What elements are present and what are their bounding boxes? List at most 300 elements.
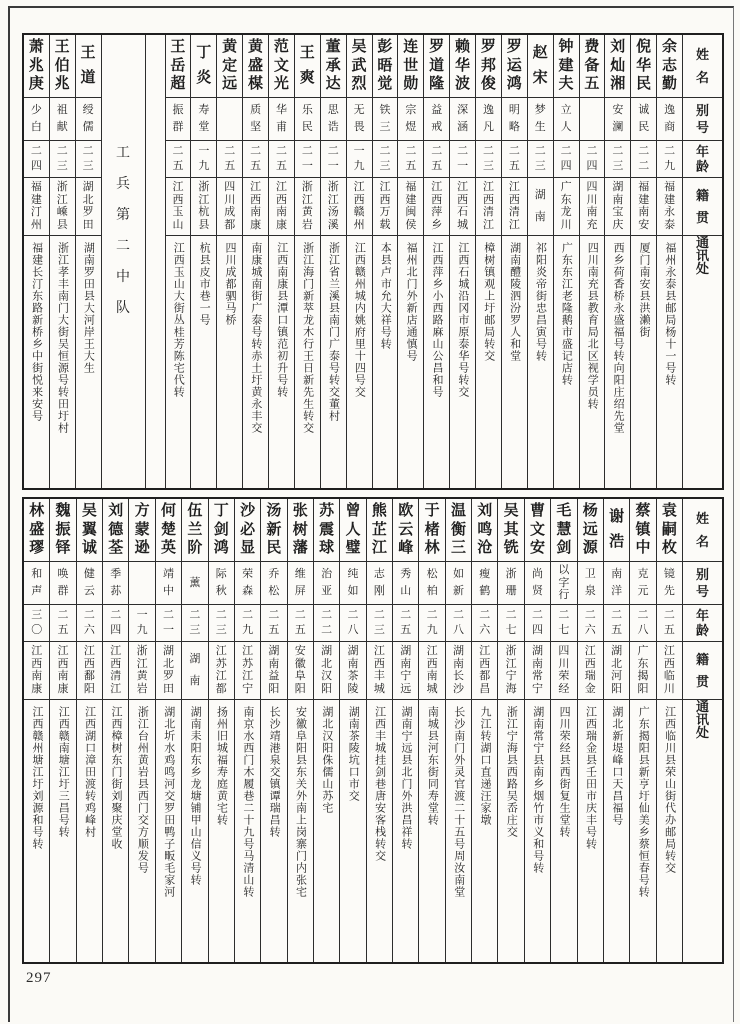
- origin-cell: 湖 南 益 阳: [261, 642, 286, 700]
- alias-cell: 如 新: [446, 562, 471, 605]
- header-name: 姓 名: [683, 35, 722, 98]
- address-text: 本县卢市允大祥号转: [379, 242, 392, 350]
- address-cell: [129, 700, 154, 962]
- age-cell: 二 七: [551, 605, 576, 642]
- address-text: 江西瑞金县壬田市庆丰号转: [584, 706, 597, 850]
- address-cell: [528, 236, 553, 488]
- row-header-column: [682, 499, 722, 962]
- address-text: 湖南宁远县北门外洪昌祥转: [399, 706, 412, 850]
- address-cell: [182, 700, 207, 962]
- alias-cell: 浙 珊: [498, 562, 523, 605]
- header-alias: 别 号: [683, 562, 722, 605]
- origin-cell: 江 西 临 川: [657, 642, 682, 700]
- origin-cell: 福 建 南 安: [631, 178, 656, 236]
- person-column: [313, 499, 339, 962]
- alias-cell: 卫 泉: [578, 562, 603, 605]
- person-column: [216, 35, 242, 488]
- name-cell: 毛 慧 剑: [551, 499, 576, 562]
- page-number: 297: [26, 970, 52, 986]
- origin-cell: 江 西 石 城: [450, 178, 475, 236]
- alias-cell: 健 云: [77, 562, 102, 605]
- address-text: 福建长汀东路新桥乡中街悦来安号: [30, 242, 43, 422]
- alias-cell: 华 甫: [269, 98, 294, 141]
- alias-cell: 以 字 行: [551, 562, 576, 605]
- age-cell: 二 一: [450, 141, 475, 178]
- person-column: [128, 499, 154, 962]
- age-cell: 二 五: [424, 141, 449, 178]
- name-cell: 罗 运 鸿: [502, 35, 527, 98]
- alias-cell: 靖 中: [156, 562, 181, 605]
- age-cell: 二 一: [295, 141, 320, 178]
- alias-cell: 梦 生: [528, 98, 553, 141]
- person-column: [234, 499, 260, 962]
- origin-cell: 四 川 南 充: [580, 178, 605, 236]
- address-cell: [631, 236, 656, 488]
- alias-cell: 逸 凡: [476, 98, 501, 141]
- address-cell: [525, 700, 550, 962]
- origin-cell: 福 建 汀 州: [24, 178, 49, 236]
- person-column: [260, 499, 286, 962]
- alias-cell: 深 涵: [450, 98, 475, 141]
- origin-cell: 湖 南 宁 远: [393, 642, 418, 700]
- address-cell: [243, 236, 268, 488]
- address-text: 樟树镇观上圩邮局转交: [482, 242, 495, 362]
- address-text: 四川成都驷马桥: [223, 242, 236, 326]
- alias-cell: 乔 松: [261, 562, 286, 605]
- origin-cell: 广 东 揭 阳: [630, 642, 655, 700]
- age-cell: 二 五: [398, 141, 423, 178]
- name-cell: 何 楚 英: [156, 499, 181, 562]
- address-cell: [502, 236, 527, 488]
- origin-cell: 湖 南 茶 陵: [340, 642, 365, 700]
- name-cell: 丁 剑 鸿: [209, 499, 234, 562]
- person-column: [577, 499, 603, 962]
- address-text: 江西赣南塘江圩三昌号转: [57, 706, 70, 838]
- address-text: 江西石城沿冈市原泰华号转交: [456, 242, 469, 398]
- name-cell: 杨 远 源: [578, 499, 603, 562]
- age-cell: 二 六: [77, 605, 102, 642]
- address-text: 江西南康县潭口镇范初升号转: [275, 242, 288, 398]
- name-cell: 于 楮 林: [419, 499, 444, 562]
- alias-cell: 唤 群: [50, 562, 75, 605]
- name-cell: 范 文 光: [269, 35, 294, 98]
- address-cell: [217, 236, 242, 488]
- age-cell: 二 一: [321, 141, 346, 178]
- address-text: 四川南充县教育局北区视学员转: [586, 242, 599, 410]
- alias-cell: 志 刚: [367, 562, 392, 605]
- address-text: 江西丰城挂剑巷唐安客栈转交: [373, 706, 386, 862]
- origin-cell: 江 苏 江 都: [209, 642, 234, 700]
- origin-cell: 江 西 萍 乡: [424, 178, 449, 236]
- address-text: 湖南耒阳东乡龙塘铺甲山信义号转: [189, 706, 202, 886]
- person-column: [524, 499, 550, 962]
- origin-cell: 湖 南: [182, 642, 207, 700]
- origin-cell: 浙 江 黄 岩: [129, 642, 154, 700]
- age-cell: 二 三: [367, 605, 392, 642]
- origin-cell: 江 西 清 江: [476, 178, 501, 236]
- name-cell: 方 蒙 逊: [129, 499, 154, 562]
- person-column: [392, 499, 418, 962]
- header-address: 通 讯 处: [695, 236, 709, 276]
- alias-cell: 瘦 鹤: [472, 562, 497, 605]
- address-text: 浙江省兰溪县南门广泰号转交董村: [327, 242, 340, 422]
- origin-cell: 广 东 龙 川: [554, 178, 579, 236]
- origin-cell: 江 西 南 康: [24, 642, 49, 700]
- person-column: [527, 35, 553, 488]
- name-cell: 曹 文 安: [525, 499, 550, 562]
- origin-cell: 江 西 丰 城: [367, 642, 392, 700]
- address-cell: [76, 236, 101, 488]
- name-cell: 苏 震 球: [314, 499, 339, 562]
- age-cell: 二 六: [472, 605, 497, 642]
- person-column: [24, 35, 49, 488]
- alias-cell: 薰: [182, 562, 207, 605]
- address-text: 江西萍乡小西路麻山公昌和号: [430, 242, 443, 398]
- person-column: [656, 35, 682, 488]
- age-cell: 二 五: [243, 141, 268, 178]
- origin-cell: 安 徽 阜 阳: [288, 642, 313, 700]
- origin-cell: 江 西 南 康: [243, 178, 268, 236]
- age-cell: 三 〇: [24, 605, 49, 642]
- address-text: 南京水西门木履巷二十九号马清山转: [241, 706, 254, 898]
- age-cell: 二 三: [76, 141, 101, 178]
- name-cell: 沙 必 显: [235, 499, 260, 562]
- person-column: [656, 499, 682, 962]
- age-cell: 二 九: [419, 605, 444, 642]
- address-text: 安徽阜阳县东关外南上岗寨门内张宅: [294, 706, 307, 898]
- name-cell: 黄 定 远: [217, 35, 242, 98]
- alias-cell: 无 畏: [347, 98, 372, 141]
- address-text: 湖南醴陵泗汾罗人和堂: [508, 242, 521, 362]
- alias-cell: 安 澜: [605, 98, 630, 141]
- spacer-column: [145, 35, 165, 488]
- alias-cell: [580, 98, 605, 141]
- name-cell: 吴 其 铣: [498, 499, 523, 562]
- header-alias: 别 号: [683, 98, 722, 141]
- person-column: [501, 35, 527, 488]
- person-column: [497, 499, 523, 962]
- address-cell: [261, 700, 286, 962]
- alias-cell: 思 诰: [321, 98, 346, 141]
- person-column: [445, 499, 471, 962]
- address-text: 长沙南门外灵官渡二十五号周汝南堂: [452, 706, 465, 898]
- address-text: 厦门南安县洪濑街: [637, 242, 650, 338]
- person-column: [372, 35, 398, 488]
- person-column: [397, 35, 423, 488]
- age-cell: 一 九: [129, 605, 154, 642]
- age-cell: 二 四: [554, 141, 579, 178]
- origin-cell: 江 西 瑞 金: [578, 642, 603, 700]
- alias-cell: 质 坚: [243, 98, 268, 141]
- header-address: 通 讯 处: [695, 700, 709, 740]
- age-cell: 二 五: [217, 141, 242, 178]
- person-column: [190, 35, 216, 488]
- alias-cell: 和 声: [24, 562, 49, 605]
- address-cell: [657, 236, 682, 488]
- address-cell: [472, 700, 497, 962]
- person-column: [579, 35, 605, 488]
- address-text: 江西湖口漳田渡转鸡峰村: [83, 706, 96, 838]
- name-cell: 汤 新 民: [261, 499, 286, 562]
- address-text: 湖北汉阳侏儒山苏宅: [320, 706, 333, 814]
- origin-cell: 江 苏 江 宁: [235, 642, 260, 700]
- address-cell: [398, 236, 423, 488]
- alias-cell: 宗 煜: [398, 98, 423, 141]
- address-cell: [314, 700, 339, 962]
- origin-cell: 江 西 南 康: [269, 178, 294, 236]
- origin-cell: 江 西 清 江: [502, 178, 527, 236]
- name-cell: 倪 华 民: [631, 35, 656, 98]
- roster-table-bottom: [22, 497, 724, 964]
- name-cell: 熊 芷 江: [367, 499, 392, 562]
- age-cell: 二 五: [261, 605, 286, 642]
- address-cell: [288, 700, 313, 962]
- age-cell: 二 五: [166, 141, 191, 178]
- age-cell: 二 四: [103, 605, 128, 642]
- address-cell: [373, 236, 398, 488]
- name-cell: 欧 云 峰: [393, 499, 418, 562]
- address-text: 广东东江老隆鹅市盛记店转: [560, 242, 573, 386]
- address-cell: [156, 700, 181, 962]
- address-cell: [24, 236, 49, 488]
- origin-cell: 浙 江 黄 岩: [295, 178, 320, 236]
- origin-cell: 湖 北 汉 阳: [314, 642, 339, 700]
- name-cell: 萧 兆 庚: [24, 35, 49, 98]
- age-cell: 二 四: [580, 141, 605, 178]
- name-cell: 连 世 勋: [398, 35, 423, 98]
- address-cell: [630, 700, 655, 962]
- origin-cell: 湖 北 河 阳: [604, 642, 629, 700]
- address-cell: [419, 700, 444, 962]
- age-cell: 二 八: [630, 605, 655, 642]
- age-cell: 二 一: [156, 605, 181, 642]
- age-cell: 二 三: [528, 141, 553, 178]
- origin-cell: 浙 江 杭 县: [191, 178, 216, 236]
- alias-cell: 纯 如: [340, 562, 365, 605]
- alias-cell: 逸 商: [657, 98, 682, 141]
- person-column: [603, 499, 629, 962]
- alias-cell: 秀 山: [393, 562, 418, 605]
- age-cell: 二 五: [502, 141, 527, 178]
- address-cell: [209, 700, 234, 962]
- age-cell: 一 九: [191, 141, 216, 178]
- origin-cell: 四 川 成 都: [217, 178, 242, 236]
- origin-cell: 湖 南: [528, 178, 553, 236]
- address-text: 扬州旧城福寿庭黄宅转: [215, 706, 228, 826]
- address-text: 南城县河东街同寿堂转: [426, 706, 439, 826]
- address-text: 江西樟树东门街刘聚庆堂收: [110, 706, 123, 850]
- address-text: 福州永泰县邮局杨十一号转: [663, 242, 676, 386]
- name-cell: 赖 华 波: [450, 35, 475, 98]
- address-cell: [191, 236, 216, 488]
- address-text: 湖南常宁县南乡烟竹市义和号转: [531, 706, 544, 874]
- alias-cell: 南 洋: [604, 562, 629, 605]
- address-cell: [554, 236, 579, 488]
- name-cell: 魏 振 铎: [50, 499, 75, 562]
- person-column: [553, 35, 579, 488]
- origin-cell: 湖 南 常 宁: [525, 642, 550, 700]
- name-cell: 温 衡 三: [446, 499, 471, 562]
- age-cell: 二 九: [657, 141, 682, 178]
- address-text: 祁阳炎帝街忠昌寅号转: [534, 242, 547, 362]
- name-cell: 罗 道 隆: [424, 35, 449, 98]
- person-column: [320, 35, 346, 488]
- section-column: [101, 35, 145, 488]
- alias-cell: 荣 森: [235, 562, 260, 605]
- age-cell: 二 八: [446, 605, 471, 642]
- address-cell: [604, 700, 629, 962]
- age-cell: 二 三: [182, 605, 207, 642]
- address-text: 杭县皮市巷一号: [198, 242, 211, 326]
- address-cell: [424, 236, 449, 488]
- person-column: [629, 499, 655, 962]
- address-cell: [450, 236, 475, 488]
- name-cell: 王 岳 超: [166, 35, 191, 98]
- alias-cell: 镜 先: [657, 562, 682, 605]
- person-column: [76, 499, 102, 962]
- person-column: [294, 35, 320, 488]
- address-text: 江西玉山大街丛桂芳陈宅代转: [172, 242, 185, 398]
- age-cell: 一 九: [347, 141, 372, 178]
- address-text: 江西赣州城内姚府里十四号交: [353, 242, 366, 398]
- origin-cell: 浙 江 嵊 县: [50, 178, 75, 236]
- address-text: 江西临川县荣山街代办邮局转交: [663, 706, 676, 874]
- address-cell: [77, 700, 102, 962]
- origin-cell: 江 西 南 城: [419, 642, 444, 700]
- person-column: [208, 499, 234, 962]
- origin-cell: 江 西 都 昌: [472, 642, 497, 700]
- person-column: [475, 35, 501, 488]
- name-cell: 丁 炎: [191, 35, 216, 98]
- alias-cell: 振 群: [166, 98, 191, 141]
- person-column: [630, 35, 656, 488]
- alias-cell: 克 元: [630, 562, 655, 605]
- header-origin: 籍 贯: [683, 178, 722, 236]
- name-cell: 费 备 五: [580, 35, 605, 98]
- header-origin: 籍 贯: [683, 642, 722, 700]
- alias-cell: 维 屏: [288, 562, 313, 605]
- person-column: [242, 35, 268, 488]
- address-text: 四川荣经县西街复生堂转: [558, 706, 571, 838]
- person-column: [339, 499, 365, 962]
- header-name: 姓 名: [683, 499, 722, 562]
- address-cell: [446, 700, 471, 962]
- origin-cell: 四 川 荣 经: [551, 642, 576, 700]
- name-cell: 吴 武 烈: [347, 35, 372, 98]
- person-column: [24, 499, 49, 962]
- name-cell: 张 树 藩: [288, 499, 313, 562]
- alias-cell: 乐 民: [295, 98, 320, 141]
- alias-cell: 明 略: [502, 98, 527, 141]
- alias-cell: 尚 贤: [525, 562, 550, 605]
- address-cell: [476, 236, 501, 488]
- origin-cell: 江 西 南 康: [50, 642, 75, 700]
- age-cell: 二 五: [288, 605, 313, 642]
- person-column: [366, 499, 392, 962]
- origin-cell: 湖 北 罗 田: [156, 642, 181, 700]
- origin-cell: 浙 江 汤 溪: [321, 178, 346, 236]
- address-cell: [166, 236, 191, 488]
- person-column: [604, 35, 630, 488]
- age-cell: 二 五: [269, 141, 294, 178]
- address-cell: [393, 700, 418, 962]
- person-column: [155, 499, 181, 962]
- alias-cell: [129, 562, 154, 605]
- age-cell: 二 二: [314, 605, 339, 642]
- address-text: 浙江宁海县西路吴岙庄交: [505, 706, 518, 838]
- address-text: 福州北门外新店通慎号: [405, 242, 418, 362]
- origin-cell: 江 西 万 载: [373, 178, 398, 236]
- person-column: [102, 499, 128, 962]
- name-cell: 刘 德 荃: [103, 499, 128, 562]
- age-cell: 二 八: [340, 605, 365, 642]
- address-text: 西乡荷香桥永盛福号转向阳庄绍先堂: [612, 242, 625, 434]
- person-column: [49, 499, 75, 962]
- person-column: [287, 499, 313, 962]
- age-cell: 二 四: [24, 141, 49, 178]
- section-label: 工 兵 第 二 中 队: [116, 146, 130, 316]
- age-cell: 二 九: [235, 605, 260, 642]
- address-cell: [50, 700, 75, 962]
- age-cell: 二 二: [631, 141, 656, 178]
- name-cell: 谢 浩: [604, 499, 629, 562]
- alias-cell: 祖 献: [50, 98, 75, 141]
- address-cell: [295, 236, 320, 488]
- person-column: [471, 499, 497, 962]
- name-cell: 吴 翼 诚: [77, 499, 102, 562]
- alias-cell: 松 柏: [419, 562, 444, 605]
- address-text: 九江转湖口直递汪家墩: [479, 706, 492, 826]
- age-cell: 二 三: [50, 141, 75, 178]
- person-column: [423, 35, 449, 488]
- address-text: 江西赣州塘江圩刘源和号转: [30, 706, 43, 850]
- name-cell: 王 道: [76, 35, 101, 98]
- address-cell: [24, 700, 49, 962]
- address-text: 浙江台州黄岩县西门交方顺发号: [136, 706, 149, 874]
- age-cell: 二 五: [604, 605, 629, 642]
- name-cell: 彭 晤 觉: [373, 35, 398, 98]
- name-cell: 黄 盛 楳: [243, 35, 268, 98]
- age-cell: 二 四: [525, 605, 550, 642]
- age-cell: 二 六: [578, 605, 603, 642]
- name-cell: 林 盛 璆: [24, 499, 49, 562]
- name-cell: 伍 兰 阶: [182, 499, 207, 562]
- person-column: [550, 499, 576, 962]
- alias-cell: 季 荪: [103, 562, 128, 605]
- address-text: 浙江孝丰南门大街吴恒源号转田圩村: [56, 242, 69, 434]
- person-column: [268, 35, 294, 488]
- person-column: [75, 35, 101, 488]
- age-cell: 二 五: [50, 605, 75, 642]
- address-text: 湖北圻水鸡鸣河交罗田鸭子畈毛家河: [162, 706, 175, 898]
- address-cell: [235, 700, 260, 962]
- alias-cell: 绶 儒: [76, 98, 101, 141]
- address-text: 湖南罗田县大河岸王大生: [82, 242, 95, 374]
- address-cell: [103, 700, 128, 962]
- alias-cell: 铁 三: [373, 98, 398, 141]
- name-cell: 王 爽: [295, 35, 320, 98]
- address-cell: [340, 700, 365, 962]
- header-age: 年 龄: [683, 605, 722, 642]
- alias-cell: 际 秋: [209, 562, 234, 605]
- age-cell: 二 三: [605, 141, 630, 178]
- address-text: 浙江海门新萃龙木行王日新先生转交: [301, 242, 314, 434]
- section-label: [146, 35, 165, 488]
- name-cell: 余 志 勤: [657, 35, 682, 98]
- origin-cell: 浙 江 宁 海: [498, 642, 523, 700]
- origin-cell: 湖 南 宝 庆: [605, 178, 630, 236]
- row-header-column: [682, 35, 722, 488]
